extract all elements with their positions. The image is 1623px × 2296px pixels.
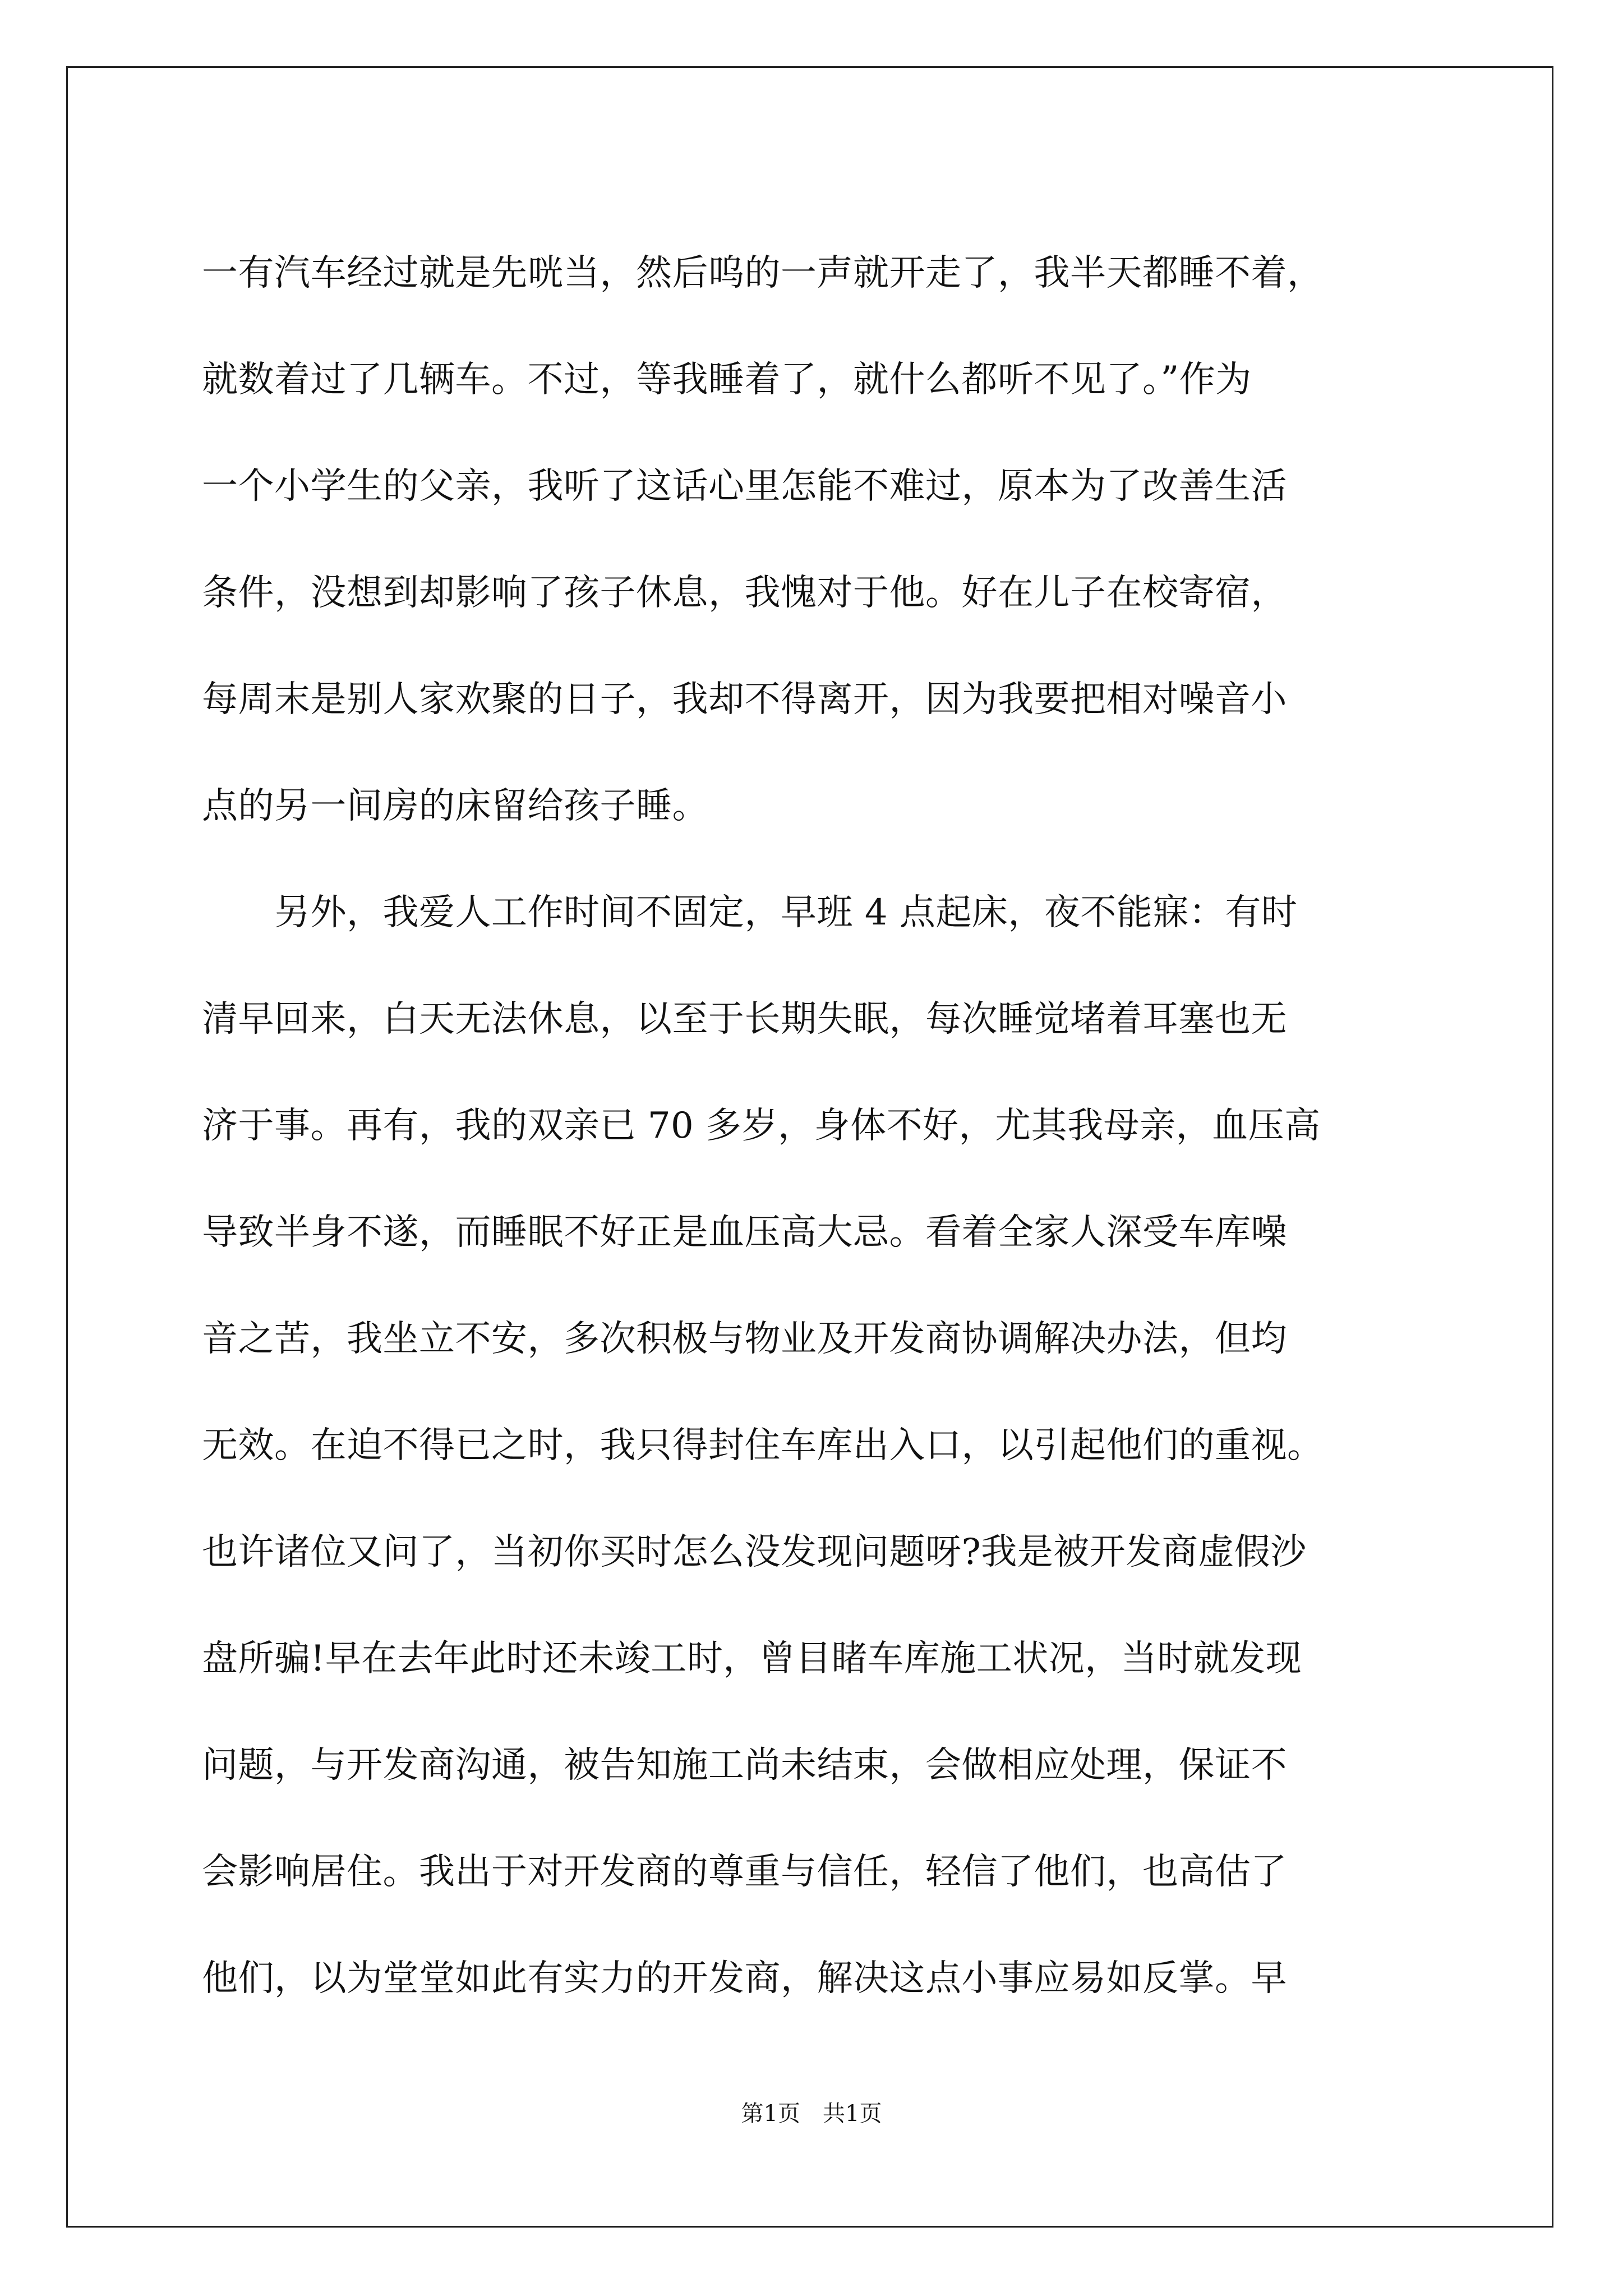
text-line: 无效。在迫不得已之时，我只得封住车库出入口，以引起他们的重视。 — [202, 1425, 1324, 1466]
text-line: 音之苦，我坐立不安，多次积极与物业及开发商协调解决办法，但均 — [202, 1318, 1287, 1360]
text-line: 清早回来，白天无法休息，以至于长期失眠，每次睡觉堵着耳塞也无 — [202, 999, 1287, 1040]
text-line: 盘所骗!早在去年此时还未竣工时，曾目睹车库施工状况，当时就发现 — [202, 1638, 1302, 1680]
text-line: 条件，没想到却影响了孩子休息，我愧对于他。好在儿子在校寄宿， — [202, 572, 1287, 614]
text-line: 济于事。再有，我的双亲已 70 多岁，身体不好，尤其我母亲，血压高 — [202, 1105, 1321, 1147]
text-line: 就数着过了几辆车。不过，等我睡着了，就什么都听不见了。”作为 — [202, 359, 1252, 401]
page-number-footer: 第1页 共1页 — [741, 2101, 882, 2127]
text-line: 导致半身不遂，而睡眠不好正是血压高大忌。看着全家人深受车库噪 — [202, 1212, 1287, 1253]
text-line: 点的另一间房的床留给孩子睡。 — [202, 785, 708, 827]
text-line: 问题，与开发商沟通，被告知施工尚未结束，会做相应处理，保证不 — [202, 1745, 1287, 1786]
text-line: 他们，以为堂堂如此有实力的开发商，解决这点小事应易如反掌。早 — [202, 1958, 1287, 1999]
text-line: 也许诸位又问了，当初你买时怎么没发现问题呀?我是被开发商虚假沙 — [202, 1531, 1307, 1573]
text-line: 一个小学生的父亲，我听了这话心里怎能不难过，原本为了改善生活 — [202, 466, 1287, 507]
text-line: 另外，我爱人工作时间不固定，早班 4 点起床，夜不能寐：有时 — [202, 892, 1298, 933]
document-body — [202, 220, 1436, 2032]
text-line: 会影响居住。我出于对开发商的尊重与信任，轻信了他们，也高估了 — [202, 1851, 1287, 1893]
text-line: 每周末是别人家欢聚的日子，我却不得离开，因为我要把相对噪音小 — [202, 679, 1287, 720]
text-line: 一有汽车经过就是先咣当，然后呜的一声就开走了，我半天都睡不着， — [202, 252, 1324, 294]
